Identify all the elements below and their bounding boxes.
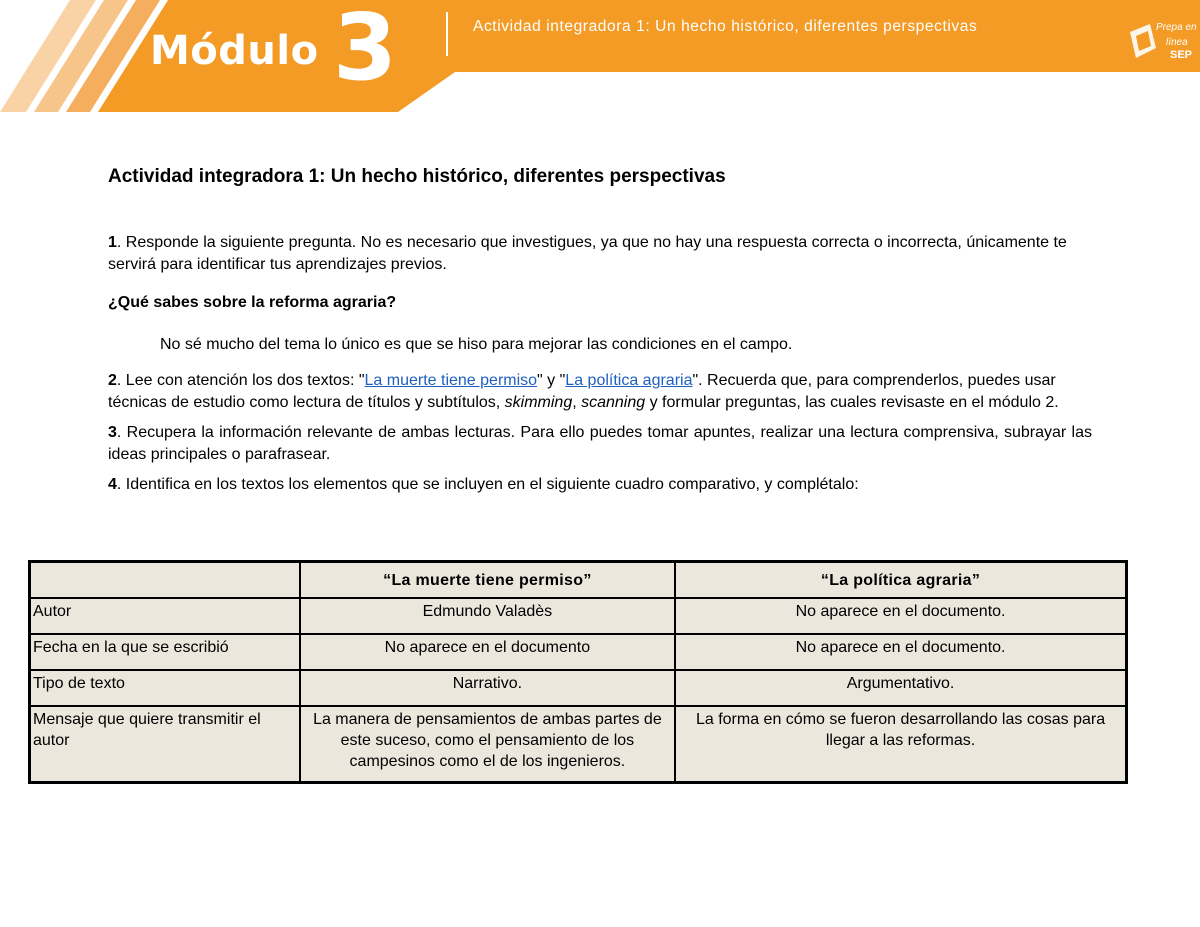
document-title: Actividad integradora 1: Un hecho histórico, diferentes perspectivas [108,166,726,187]
question: ¿Qué sabes sobre la reforma agraria? [108,294,397,311]
link-la-politica-agraria[interactable]: La política agraria [565,372,693,389]
instruction-4-text: . Identifica en los textos los elementos que se incluyen en el siguiente cuadro comparativo, y complétalo: [116,476,859,493]
instruction-2-number: 2 [108,372,117,389]
table-header-la-politica: “La política agraria” [675,562,1126,599]
table-row [30,706,1127,783]
table-row [30,670,1127,706]
cell-mensaje-muerte: La manera de pensamientos de ambas partes de este suceso, como el pensamiento de los campesinos como el de los ingenieros. [300,706,675,783]
instruction-2-skimming: skimming [504,393,573,411]
cell-autor-politica: No aparece en el documento. [675,598,1126,634]
link-la-muerte-tiene-permiso[interactable]: La muerte tiene permiso [364,372,538,389]
document-body [108,165,1092,496]
row-label-autor: Autor [30,598,300,634]
module-header [0,0,1200,112]
instruction-2-text-a: . Lee con atención los dos textos: " [116,372,365,389]
instruction-1 [108,232,1092,275]
cell-tipo-muerte: Narrativo. [300,670,675,706]
comparison-table [28,560,1128,784]
instruction-2-text-c: ". Recuerda que, para comprenderlos, puedes usar técnicas de estudio como lectura de títulos y subtítulos, [108,372,1056,411]
svg-text:Prepa en: Prepa en [1156,22,1197,33]
table-header-empty [30,562,300,599]
svg-text:línea: línea [1166,37,1188,48]
instruction-1-number: 1 [108,234,117,251]
prepa-en-linea-logo-icon [1126,18,1197,64]
instruction-2-scanning: scanning [581,393,646,411]
instruction-2-text-b: " y " [537,372,566,389]
cell-fecha-muerte: No aparece en el documento [300,634,675,670]
module-number: 3 [333,0,398,101]
svg-text:SEP: SEP [1170,49,1193,61]
table-row [30,598,1127,634]
instruction-1-text: . Responde la siguiente pregunta. No es necesario que investigues, ya que no hay una respuesta correcta o incorrecta, únicamente te servirá para identificar tus aprendizajes previos. [108,234,1067,273]
answer-text: No sé mucho del tema lo único es que se hiso para mejorar las condiciones en el campo. [160,335,793,353]
table-header-la-muerte: “La muerte tiene permiso” [300,562,675,599]
row-label-tipo: Tipo de texto [30,670,300,706]
table-row [30,634,1127,670]
instruction-3-text: . Recupera la información relevante de ambas lecturas. Para ello puedes tomar apuntes, realizar una lectura comprensiva, subrayar las ideas principales o parafrasear. [108,424,1092,463]
header-divider [446,12,448,56]
instruction-4-number: 4 [108,476,117,493]
instruction-2 [108,370,1092,413]
instruction-4 [108,474,1092,496]
instruction-2-sep: , [572,393,582,411]
instruction-2-text-d: y formular preguntas, las cuales revisaste en el módulo 2. [645,393,1059,411]
table-header-row [30,562,1127,599]
row-label-fecha: Fecha en la que se escribió [30,634,300,670]
cell-mensaje-politica: La forma en cómo se fueron desarrollando las cosas para llegar a las reformas. [675,706,1126,783]
instruction-3-number: 3 [108,424,117,441]
cell-autor-muerte: Edmundo Valadès [300,598,675,634]
cell-fecha-politica: No aparece en el documento. [675,634,1126,670]
cell-tipo-politica: Argumentativo. [675,670,1126,706]
row-label-mensaje: Mensaje que quiere transmitir el autor [30,706,300,783]
module-word: Módulo [150,28,319,74]
header-title: Actividad integradora 1: Un hecho histórico, diferentes perspectivas [473,18,978,35]
instruction-3 [108,422,1092,465]
